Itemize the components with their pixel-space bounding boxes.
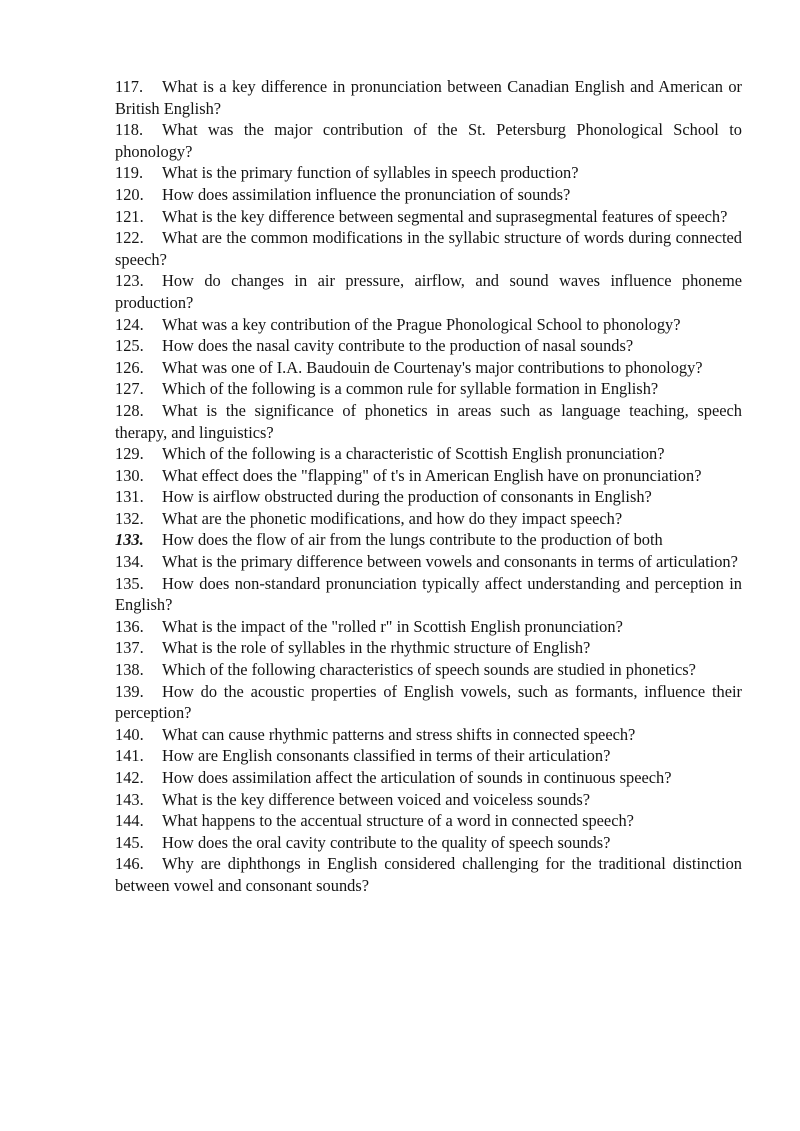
question-122 [115,227,742,270]
question-121 [115,206,742,228]
question-number: 123. [115,271,144,291]
question-text: How does the nasal cavity contribute to the production of nasal sounds? [162,336,634,356]
question-text: How does non-standard pronunciation typically affect understanding and perception in English? [115,573,742,615]
question-131 [115,486,742,508]
question-141 [115,745,742,767]
question-number: 118. [115,120,144,140]
question-number: 130. [115,465,144,485]
question-text: What was a key contribution of the Prague Phonological School to phonology? [162,314,681,334]
question-number: 135. [115,573,144,593]
question-127 [115,378,742,400]
question-118 [115,119,742,162]
question-number: 117. [115,77,144,96]
question-number: 142. [115,768,144,787]
question-138 [115,659,742,681]
question-number: 139. [115,681,144,701]
question-143 [115,789,742,811]
question-number: 133. [115,530,144,550]
question-text: Which of the following is a common rule for syllable formation in English? [162,379,659,399]
question-120 [115,184,742,206]
question-137 [115,637,742,659]
question-number: 124. [115,314,144,334]
question-136 [115,616,742,638]
question-119 [115,162,742,184]
question-text: What is the primary function of syllables in speech production? [162,163,579,183]
question-text: How does the oral cavity contribute to the quality of speech sounds? [162,832,611,852]
question-text: Which of the following characteristics of speech sounds are studied in phonetics? [162,660,696,680]
question-132 [115,508,742,530]
question-number: 132. [115,508,144,528]
question-text: What is the significance of phonetics in areas such as language teaching, speech therapy, and linguistics? [115,400,742,442]
question-number: 141. [115,746,144,766]
question-145 [115,832,742,854]
question-text: How do changes in air pressure, airflow, and sound waves influence phoneme production? [115,271,742,312]
question-125 [115,335,742,357]
question-146 [115,853,742,896]
question-124 [115,314,742,336]
question-number: 127. [115,379,144,399]
question-text: What is the key difference between voiced and voiceless sounds? [162,789,590,809]
question-text: How does assimilation influence the pronunciation of sounds? [162,184,571,204]
question-144 [115,810,742,832]
question-text: What was one of I.A. Baudouin de Courtenay's major contributions to phonology? [162,357,703,377]
question-133 [115,529,742,551]
question-number: 138. [115,660,144,680]
question-text: How do the acoustic properties of English vowels, such as formants, influence their perception? [115,681,742,723]
question-number: 134. [115,552,144,572]
question-text: What are the phonetic modifications, and how do they impact speech? [162,508,623,528]
question-text: Which of the following is a characteristic of Scottish English pronunciation? [162,444,665,464]
question-text: How does the flow of air from the lungs contribute to the production of both [162,530,663,550]
question-117 [115,76,742,119]
question-140 [115,724,742,746]
question-number: 125. [115,336,144,356]
question-text: What is a key difference in pronunciation between Canadian English and American or British English? [115,77,742,118]
question-text: How is airflow obstructed during the production of consonants in English? [162,487,652,507]
question-number: 131. [115,487,144,507]
question-number: 120. [115,184,144,204]
question-142 [115,767,742,789]
question-list [115,76,742,897]
question-text: What is the primary difference between vowels and consonants in terms of articulation? [162,552,738,572]
question-text: What happens to the accentual structure of a word in connected speech? [162,811,634,831]
question-number: 126. [115,357,144,377]
question-number: 128. [115,400,144,420]
question-number: 129. [115,444,144,464]
question-text: What can cause rhythmic patterns and stress shifts in connected speech? [162,724,636,744]
question-number: 145. [115,832,144,852]
question-number: 144. [115,811,144,831]
question-text: Why are diphthongs in English considered challenging for the traditional distinction between vowel and consonant sounds? [115,854,742,895]
question-text: What is the impact of the "rolled r" in Scottish English pronunciation? [162,616,623,636]
question-135 [115,573,742,616]
question-number: 143. [115,789,144,809]
question-text: What are the common modifications in the syllabic structure of words during connected speech? [115,228,742,269]
question-134 [115,551,742,573]
question-number: 122. [115,228,144,248]
question-number: 140. [115,724,144,744]
question-text: What was the major contribution of the St. Petersburg Phonological School to phonology? [115,120,742,161]
question-number: 119. [115,163,144,183]
question-139 [115,681,742,724]
question-126 [115,357,742,379]
question-130 [115,465,742,487]
question-123 [115,270,742,313]
question-number: 137. [115,638,144,658]
question-text: What effect does the "flapping" of t's in American English have on pronunciation? [162,465,702,485]
question-number: 121. [115,206,144,226]
question-128 [115,400,742,443]
question-text: What is the role of syllables in the rhythmic structure of English? [162,638,591,658]
question-text: What is the key difference between segmental and suprasegmental features of speech? [162,206,728,226]
question-text: How does assimilation affect the articulation of sounds in continuous speech? [162,768,672,787]
question-text: How are English consonants classified in terms of their articulation? [162,746,611,766]
question-number: 136. [115,616,144,636]
question-number: 146. [115,854,144,874]
question-129 [115,443,742,465]
